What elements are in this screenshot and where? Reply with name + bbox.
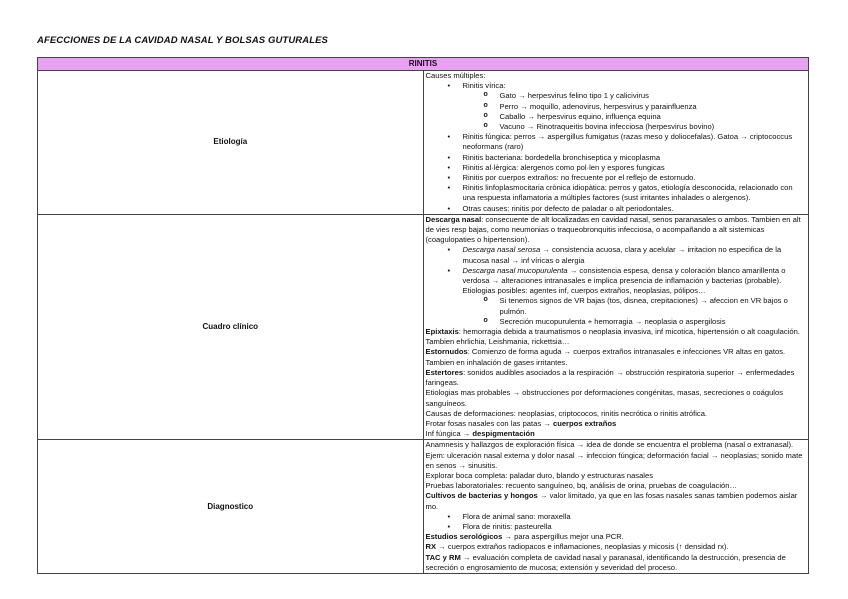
inf-fungica-line xyxy=(426,429,807,439)
list-item: • Flora de rinitis: pasteurella xyxy=(426,522,807,532)
table-header: RINITIS xyxy=(38,58,809,71)
rx-heading: RX xyxy=(425,542,437,552)
list-item xyxy=(426,245,807,265)
rx-paragraph xyxy=(426,542,807,552)
text-line: Ejem: ulceración nasal externa y dolor nasal → infeccion fúngica; deformación facial → neoplasias; sonido mate en senos → sinusitis. xyxy=(425,450,803,470)
list-item: • Rinitis vírica: xyxy=(426,81,807,91)
serologicos-heading: Estudios serológicos xyxy=(425,532,503,542)
table-header-row xyxy=(38,58,809,71)
cultivos-list xyxy=(426,512,807,532)
serologicos-text: → para aspergillus mejor una PCR. xyxy=(502,532,624,542)
text-line: Pruebas laboratoriales: recuento sanguíneo, bq, análisis de orina, pruebas de coagulación… xyxy=(425,481,738,491)
mucopurulenta-text: → consistencia espesa, densa y coloración blanco amarillenta o verdosa → alteraciones intranasales e implica presencia de inflamación y bacterias (probable). Etiologias posibles: agentes inf, cuerpos extraños, neoplasias, pólipos… xyxy=(462,265,786,296)
list-item xyxy=(426,266,807,297)
list-item: • Otras causes: rinitis por defecto de paladar o alt periodontales. xyxy=(426,204,807,214)
list-subitem: o Caballo → herpesvirus equino, influença equina xyxy=(426,112,807,122)
estertores-heading: Estertores xyxy=(425,367,464,377)
descarga-nasal-paragraph xyxy=(426,215,807,246)
descarga-text: : consecuente de alt localizadas en cavidad nasal, senos paranasales o ambos. Tambien en alt de vies resp bajas, como neumonias o traqueobronquitis infecciosa, o acompañando a alt sistemicas (coagulopaties o hipertension). xyxy=(425,214,801,245)
text-line: Etiologias mas probables → obstrucciones por deformaciones congénitas, masas, secreciones o coágulos sanguíneos. xyxy=(425,388,784,408)
list-item: • Flora de animal sano: moraxella xyxy=(426,512,807,522)
document-title: AFECCIONES DE LA CAVIDAD NASAL Y BOLSAS GUTURALES xyxy=(37,35,328,46)
cultivos-heading: Cultivos de bacterias y hongos xyxy=(425,491,538,501)
serosa-text: → consistencia acuosa, clara y acelular → irritacion no especifica de la mucosa nasal → inf víricas o alergia xyxy=(462,245,782,265)
diagnostico-label: Diagnostico xyxy=(38,440,424,574)
descarga-list xyxy=(426,245,807,327)
serosa-term: Descarga nasal serosa xyxy=(462,245,541,255)
list-item: • Rinitis linfoplasmocitaria crònica idiopàtica: perros y gatos, etiología desconocida, relacionado con una respuesta inflamatoria a múltiples factores (sust irritantes inhalades o alergenos). xyxy=(426,183,807,203)
list-subitem: o Gato → herpesvirus felino tipo 1 y calicivirus xyxy=(426,91,807,101)
epixtaxis-paragraph xyxy=(426,327,807,347)
rx-text: → cuerpos extraños radiopacos e inflamaciones, neoplasias y micosis (↑ densidad rx). xyxy=(436,542,729,552)
cultivos-text: → valor limitado, ya que en las fosas nasales sanas tambien podemos aislar mo. xyxy=(425,491,798,511)
inf-fungica-text: Inf fúngica → xyxy=(425,429,473,439)
estornudos-heading: Estornudos xyxy=(425,347,468,357)
epixtaxis-text: : hemorragia debida a traumatismos o neoplasia invasiva, inf micotica, hipertensión o alt coagulación. Tambien ehrlichia, Leishmania, rickettsia… xyxy=(425,327,800,347)
list-subitem: o Vacuno → Rinotraqueitis bovina infecciosa (herpesvirus bovino) xyxy=(426,122,807,132)
estornudos-text: : Comienzo de forma aguda → cuerpos extraños intranasales e infecciones VR altas en gatos. Tambien en inhalación de gases irritantes. xyxy=(425,347,786,367)
list-subitem: o Secreción mucopurulenta + hemorragia → neoplasia o aspergilosis xyxy=(426,317,807,327)
frotar-text: Frotar fosas nasales con las patas → xyxy=(425,418,553,428)
etiologia-label: Etiología xyxy=(38,71,424,215)
text-line: Anamnesis y hallazgos de exploración física → idea de donde se encuentra el problema (nasal o extranasal). xyxy=(425,440,794,450)
tac-heading: TAC y RM xyxy=(425,552,461,562)
cuadro-clinico-label: Cuadro clínico xyxy=(38,214,424,439)
estertores-text: : sonidos audibles asociados a la respiración → obstrucción respiratoria superior → enfermedades faringeas. xyxy=(425,367,795,388)
text-line: Explorar boca completa: paladar duro, blando y estructuras nasales xyxy=(425,470,654,480)
serologicos-paragraph xyxy=(426,532,807,542)
estertores-paragraph xyxy=(426,368,807,388)
list-item: • Rinitis por cuerpos extraños: no frecuente por el reflejo de estornudo. xyxy=(426,173,807,183)
tac-text: → evaluación completa de cavidad nasal y paranasal, identificando la destrucción, presencia de secreción o engrosamiento de mucosa; extensión y severidad del proceso. xyxy=(425,552,786,572)
etiologia-list xyxy=(426,81,807,214)
frotar-emphasis: cuerpos extraños xyxy=(552,418,617,428)
cultivos-paragraph xyxy=(426,491,807,511)
text-line: Causas de deformaciones: neoplasias, criptococos, rinitis necrótica o rinitis atrófica. xyxy=(425,408,708,418)
tac-paragraph xyxy=(426,553,807,573)
etiologia-row xyxy=(38,71,809,215)
list-item: • Rinitis al·lèrgica: alergenos como pol·len y espores fungicas xyxy=(426,163,807,173)
estornudos-paragraph xyxy=(426,347,807,367)
epixtaxis-heading: Epixtaxis xyxy=(425,327,459,337)
descarga-heading: Descarga nasal xyxy=(425,214,482,224)
etiologia-intro: Causes múltiples: xyxy=(425,71,486,80)
list-subitem: o Perro → moquillo, adenovirus, herpesvirus y parainfluenza xyxy=(426,102,807,112)
cuadro-clinico-content xyxy=(423,214,809,439)
mucopurulenta-term: Descarga nasal mucopurulenta xyxy=(462,265,568,275)
diagnostico-content xyxy=(423,440,809,574)
list-subitem: o Si tenemos signos de VR bajas (tos, disnea, crepitaciones) → afeccion en VR bajos o pulmón. xyxy=(426,296,807,316)
inf-fungica-emphasis: despigmentación xyxy=(472,429,535,439)
rinitis-table xyxy=(37,57,809,574)
frotar-line xyxy=(426,419,807,429)
list-item: • Rinitis fúngica: perros → aspergillus fumigatus (razas meso y doliocefalas). Gatoa → criptococcus neoformans (raro) xyxy=(426,132,807,152)
etiologia-content xyxy=(423,71,809,215)
diagnostico-row xyxy=(38,440,809,574)
list-item: • Rinitis bacteriana: bordedella bronchiseptica y micoplasma xyxy=(426,153,807,163)
cuadro-clinico-row xyxy=(38,214,809,439)
